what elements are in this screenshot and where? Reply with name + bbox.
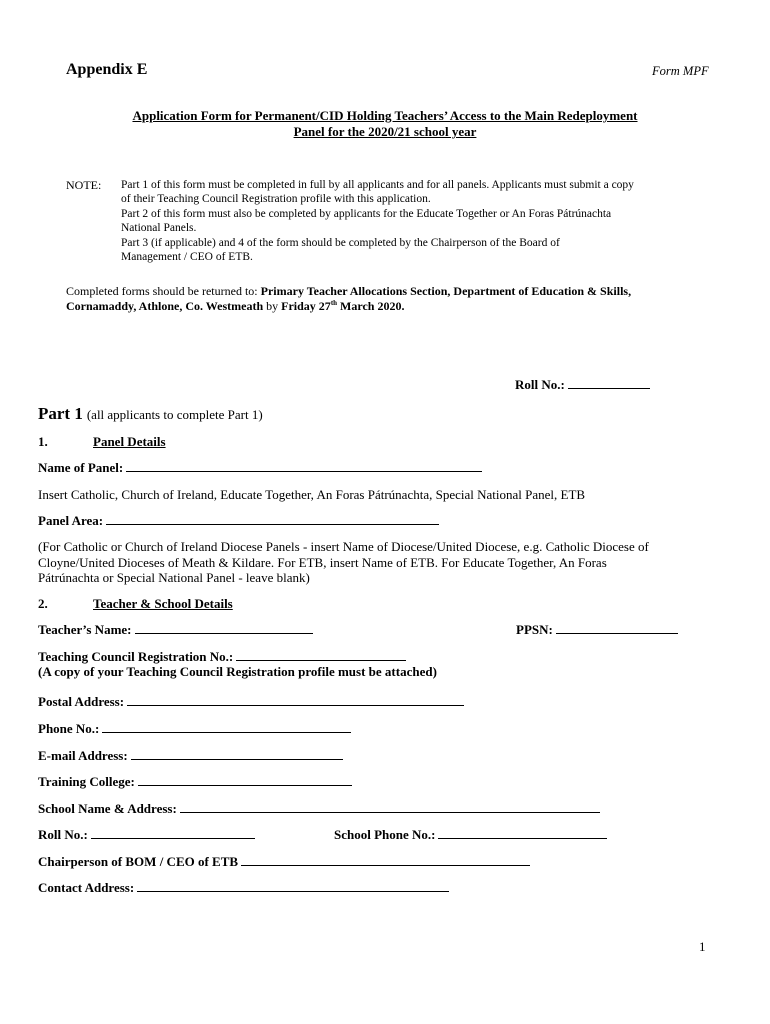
training-college-field[interactable] [38,774,352,790]
area-hint-line: (For Catholic or Church of Ireland Diocese Panels - insert Name of Diocese/United Diocese, e.g. Catholic Diocese of [38,539,649,554]
name-of-panel-blank[interactable] [126,460,482,472]
section1-title: Panel Details [93,434,166,449]
section2-number: 2. [38,596,48,611]
teacher-name-field[interactable] [38,622,313,638]
note-line: Part 1 of this form must be completed in full by all applicants and for all panels. Applicants must submit a copy [121,179,634,191]
email-field[interactable] [38,748,343,764]
chairperson-field[interactable] [38,854,530,870]
postal-address-blank[interactable] [127,694,464,706]
panel-area-field[interactable] [38,513,439,529]
school-address-field[interactable] [38,801,600,817]
deadline-month: March 2020. [337,299,405,313]
deadline-suffix: th [330,299,338,307]
tc-reg-label: Teaching Council Registration No.: [38,649,234,664]
section2-title: Teacher & School Details [93,596,233,611]
page-number: 1 [699,939,706,954]
part1-note: (all applicants to complete Part 1) [86,407,263,422]
name-of-panel-field[interactable] [38,460,482,476]
note-line: of their Teaching Council Registration profile with this application. [121,193,431,205]
form-title-line1: Application Form for Permanent/CID Holding Teachers’ Access to the Main Redeployment [132,108,638,123]
postal-address-field[interactable] [38,694,464,710]
panel-hint: Insert Catholic, Church of Ireland, Educate Together, An Foras Pátrúnachta, Special National Panel, ETB [38,487,586,502]
return-deadline [66,299,404,314]
school-roll-field[interactable] [38,827,255,843]
school-phone-blank[interactable] [438,827,607,839]
teacher-name-label: Teacher’s Name: [38,622,132,637]
return-instructions [66,284,631,299]
note-line: Part 3 (if applicable) and 4 of the form should be completed by the Chairperson of the Board of [121,237,560,249]
school-address-label: School Name & Address: [38,801,177,816]
phone-blank[interactable] [102,721,351,733]
form-title-line2: Panel for the 2020/21 school year [293,124,477,139]
return-by: by [263,299,282,313]
email-label: E-mail Address: [38,748,128,763]
roll-no-field[interactable] [515,377,650,393]
training-college-label: Training College: [38,774,135,789]
tc-reg-field[interactable] [38,649,406,665]
school-roll-blank[interactable] [91,827,255,839]
postal-address-label: Postal Address: [38,694,125,709]
note-line: Part 2 of this form must also be completed by applicants for the Educate Together or An Foras Pátrúnachta [121,208,612,220]
part1-title: Part 1 [38,404,83,423]
contact-address-blank[interactable] [137,880,449,892]
note-label: NOTE: [66,178,102,192]
tc-copy-note: (A copy of your Teaching Council Registration profile must be attached) [38,664,437,679]
roll-no-label: Roll No.: [515,377,565,392]
contact-address-label: Contact Address: [38,880,135,895]
area-hint-line: Pátrúnachta or Special National Panel - leave blank) [38,570,310,585]
ppsn-label: PPSN: [516,622,553,637]
contact-address-field[interactable] [38,880,449,896]
note-line: National Panels. [121,222,197,234]
form-id: Form MPF [652,64,709,78]
teacher-name-blank[interactable] [135,622,313,634]
panel-area-blank[interactable] [106,513,439,525]
name-of-panel-label: Name of Panel: [38,460,124,475]
return-address-2: Cornamaddy, Athlone, Co. Westmeath [66,299,264,313]
area-hint-line: Cloyne/United Dioceses of Meath & Kildare. For ETB, insert Name of ETB. For Educate Together, An Foras [38,555,607,570]
school-roll-label: Roll No.: [38,827,88,842]
school-phone-field[interactable] [334,827,607,843]
training-college-blank[interactable] [138,774,352,786]
panel-area-label: Panel Area: [38,513,104,528]
chairperson-blank[interactable] [241,854,530,866]
ppsn-blank[interactable] [556,622,678,634]
note-line: Management / CEO of ETB. [121,251,253,263]
part1-heading [38,404,263,424]
school-address-blank[interactable] [180,801,600,813]
chairperson-label: Chairperson of BOM / CEO of ETB [38,854,239,869]
deadline-date [281,299,404,313]
phone-label: Phone No.: [38,721,100,736]
school-phone-label: School Phone No.: [334,827,436,842]
email-blank[interactable] [131,748,343,760]
ppsn-field[interactable] [516,622,678,638]
deadline-day: Friday 27 [281,299,331,313]
roll-no-blank[interactable] [568,377,650,389]
phone-field[interactable] [38,721,351,737]
section1-number: 1. [38,434,48,449]
return-prefix: Completed forms should be returned to: [66,284,261,298]
tc-reg-blank[interactable] [236,649,406,661]
appendix-label: Appendix E [66,61,148,78]
return-address-1: Primary Teacher Allocations Section, Department of Education & Skills, [260,284,632,298]
